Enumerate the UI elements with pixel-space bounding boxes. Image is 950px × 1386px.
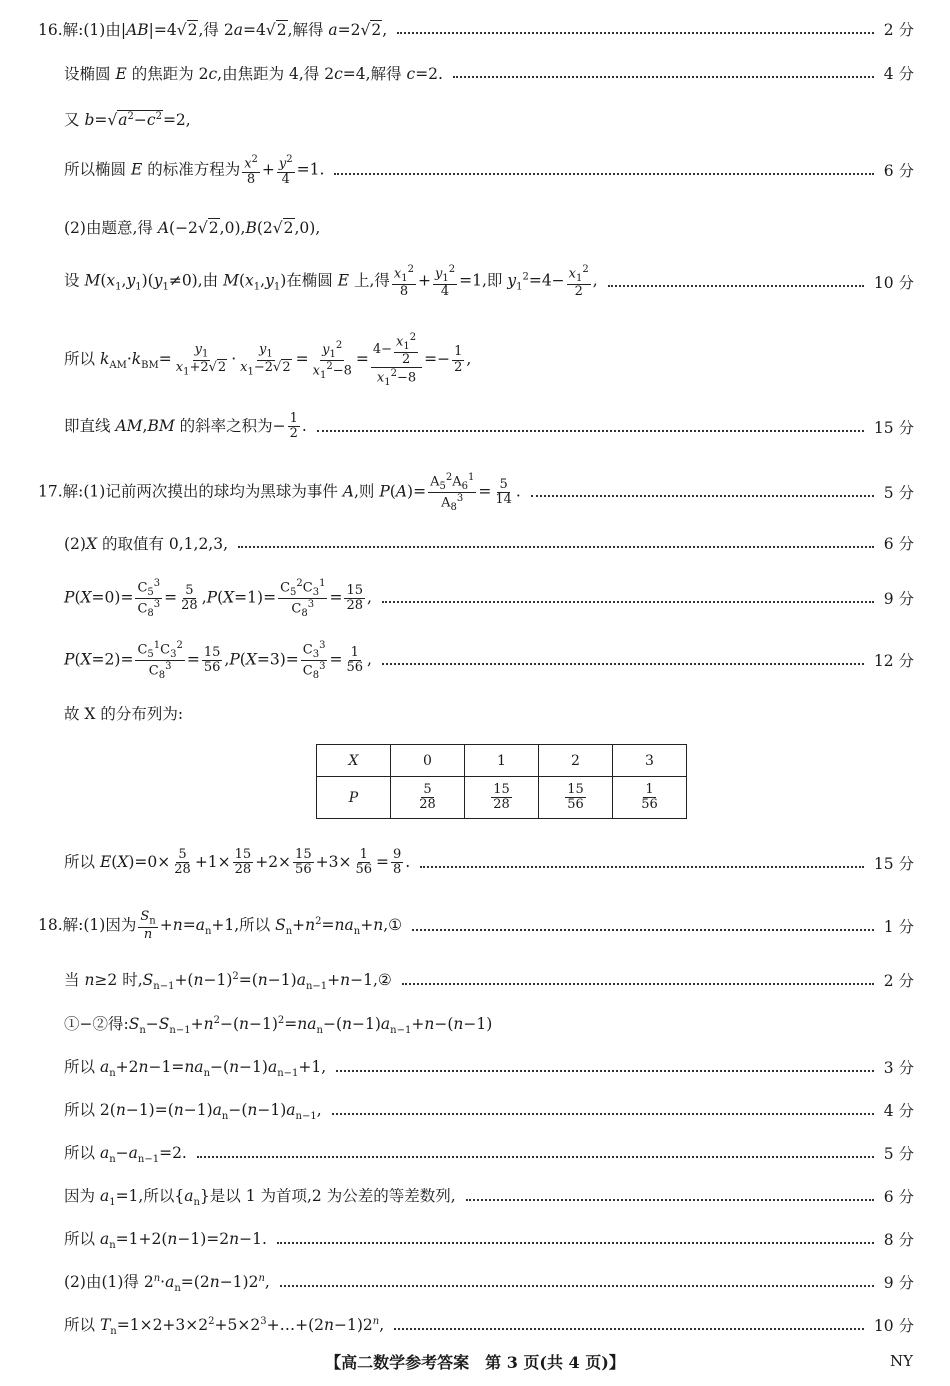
q18-line-8: 所以 $a_n=1+2(n-1)=2n-1$. 8 分 bbox=[64, 1230, 914, 1252]
leader-dots bbox=[280, 1285, 874, 1287]
score-label: 2 分 bbox=[883, 972, 914, 991]
q16-line-6: 设 $M(x_1,y_1)(y_1\ne 0)$,由 $M(x_1,y_1)$在椭圆 E 上,得 $\frac{x_1^2}{8}$ + $\frac{y_1^2}{4}$ =1,即 $y_1^2=4-$ $\frac{x_1^2}{2}$ , 10 分 bbox=[64, 264, 914, 299]
table-cell: $\frac{1}{56}$ bbox=[613, 777, 687, 819]
score-label: 4 分 bbox=[883, 1102, 914, 1121]
footer-code: NY bbox=[890, 1352, 914, 1370]
q18-line-3: ①−②得$:S_n-S_{n-1}+n^2-(n-1)^2=na_n-(n-1)a_{n-1}+n-(n-1)$ bbox=[64, 1014, 493, 1037]
score-label: 10 分 bbox=[873, 273, 914, 292]
table-header-cell: X bbox=[317, 745, 391, 777]
score-label: 3 分 bbox=[883, 1059, 914, 1078]
table-cell: $\frac{15}{28}$ bbox=[465, 777, 539, 819]
leader-dots bbox=[412, 929, 874, 931]
score-label: 2 分 bbox=[883, 21, 914, 39]
score-label: 15 分 bbox=[873, 418, 914, 437]
table-header-cell: 2 bbox=[539, 745, 613, 777]
table-header-cell: 1 bbox=[465, 745, 539, 777]
q18-line-2: 当 n≥2 时$,S_{n-1}+(n-1)^2=(n-1)a_{n-1}+n-1,②$ 2 分 bbox=[64, 970, 914, 993]
score-label: 5 分 bbox=[883, 1145, 914, 1164]
q18-line-7: 因为 $a_1=1$,所以$\{a_n\}$是以 1 为首项,2 为公差的等差数列, 6 分 bbox=[64, 1187, 914, 1209]
leader-dots bbox=[238, 546, 874, 548]
leader-dots bbox=[420, 866, 864, 868]
score-label: 10 分 bbox=[873, 1317, 914, 1336]
table-header-cell: 3 bbox=[613, 745, 687, 777]
score-label: 4 分 bbox=[883, 65, 914, 83]
q18-line-1: 18.解:(1)因为 $\frac{S_n}{n}$ $+n=a_n+1$,所以 $S_n+n^2=na_n+n,①$ 1 分 bbox=[38, 909, 914, 942]
leader-dots bbox=[336, 1070, 874, 1072]
leader-dots bbox=[382, 601, 874, 603]
q18-line-4: 所以 $a_n+2n-1=na_n-(n-1)a_{n-1}+1$, 3 分 bbox=[64, 1058, 914, 1080]
leader-dots bbox=[466, 1199, 874, 1201]
leader-dots bbox=[397, 32, 873, 34]
score-label: 15 分 bbox=[873, 854, 914, 873]
score-label: 9 分 bbox=[883, 590, 914, 609]
leader-dots bbox=[394, 1328, 864, 1330]
leader-dots bbox=[332, 1113, 874, 1115]
q16-line-7: 所以 $k_{AM}\cdot k_{BM}=$ $\frac{y_1}{x_1+2√2}$ · $\frac{y_1}{x_1-2√2}$ = $\frac{y_1^2}{x_1^2-8}$ = 4− $\frac{x_1^2}{2}$ $x_1^2-8$ =− $\frac{1}{2}$ , bbox=[64, 332, 472, 389]
table-header-cell: 0 bbox=[391, 745, 465, 777]
leader-dots bbox=[608, 285, 864, 287]
score-label: 6 分 bbox=[883, 535, 914, 553]
q16-line-5: (2)由题意,得 A(−2√2,0),B(2√2,0), bbox=[64, 219, 321, 237]
q16-line-8: 即直线 AM,BM 的斜率之积为− $\frac{1}{2}$ . 15 分 bbox=[64, 411, 914, 442]
q17-line-6: 所以 E(X)=0× $\frac{5}{28}$ +1× $\frac{15}{28}$ +2× $\frac{15}{56}$ +3× $\frac{1}{56}$ = $\frac{9}{8}$ . 15 分 bbox=[64, 847, 914, 878]
q16-line-3: 又 $b=√a^2-c^2=2$, bbox=[64, 110, 191, 129]
q16-line-2: 设椭圆 E 的焦距为 2c,由焦距为 4,得 2c=4,解得 c=2. 4 分 bbox=[64, 62, 914, 84]
q18-line-9: (2)由(1)得 $2^n\cdot a_n=(2n-1)2^n$, 9 分 bbox=[64, 1272, 914, 1295]
leader-dots bbox=[334, 173, 873, 175]
score-label: 9 分 bbox=[883, 1274, 914, 1293]
page-footer: 【高二数学参考答案 第 3 页(共 4 页)】 bbox=[325, 1353, 625, 1372]
leader-dots bbox=[277, 1242, 874, 1244]
q18-line-5: 所以 $2(n-1)=(n-1)a_n-(n-1)a_{n-1}$, 4 分 bbox=[64, 1101, 914, 1123]
leader-dots bbox=[197, 1156, 874, 1158]
q17-line-5: 故 X 的分布列为: bbox=[64, 705, 184, 723]
leader-dots bbox=[453, 76, 874, 78]
leader-dots bbox=[531, 495, 874, 497]
score-label: 8 分 bbox=[883, 1231, 914, 1250]
score-label: 6 分 bbox=[883, 1188, 914, 1207]
leader-dots bbox=[382, 663, 864, 665]
table-row bbox=[317, 777, 687, 819]
q18-line-10: 所以 $T_n=1\times 2+3\times 2^2+5\times 2^3+\dots+(2n-1)2^n$, 10 分 bbox=[64, 1315, 914, 1338]
q16-line-4: 所以椭圆 E 的标准方程为 $\frac{x^2}{8}$ + $\frac{y^2}{4}$ =1. 6 分 bbox=[64, 154, 914, 187]
q17-line-2: (2)X 的取值有 0,1,2,3, 6 分 bbox=[64, 532, 914, 554]
table-cell: $\frac{15}{56}$ bbox=[539, 777, 613, 819]
score-label: 5 分 bbox=[883, 484, 914, 503]
q18-line-6: 所以 $a_n-a_{n-1}=2$. 5 分 bbox=[64, 1144, 914, 1166]
distribution-table bbox=[316, 744, 687, 819]
leader-dots bbox=[402, 983, 874, 985]
table-row bbox=[317, 745, 687, 777]
score-label: 1 分 bbox=[883, 917, 914, 936]
table-row-label: P bbox=[317, 777, 391, 819]
q17-line-4: P(X=2)= $\frac{C_5^1C_3^2}{C_8^3}$ = $\frac{15}{56}$ ,P(X=3)= $\frac{C_3^3}{C_8^3}$ = $\frac{1}{56}$ , 12 分 bbox=[64, 640, 914, 681]
q16-line-1: 16.解:(1)由|AB|=4√2,得 2a=4√2,解得 a=2√2, 2 分 bbox=[38, 18, 914, 40]
leader-dots bbox=[317, 430, 864, 432]
score-label: 6 分 bbox=[883, 162, 914, 181]
table-cell: $\frac{5}{28}$ bbox=[391, 777, 465, 819]
score-label: 12 分 bbox=[873, 652, 914, 671]
q17-line-1: 17.解:(1)记前两次摸出的球均为黑球为事件 A,则 P(A)= $\frac{A_5^2A_6^1}{A_8^3}$ = $\frac{5}{14}$ . 5 分 bbox=[38, 472, 914, 513]
q17-line-3: P(X=0)= $\frac{C_5^3}{C_8^3}$ = $\frac{5}{28}$ ,P(X=1)= $\frac{C_5^2C_3^1}{C_8^3}$ = $\frac{15}{28}$ , 9 分 bbox=[64, 578, 914, 619]
